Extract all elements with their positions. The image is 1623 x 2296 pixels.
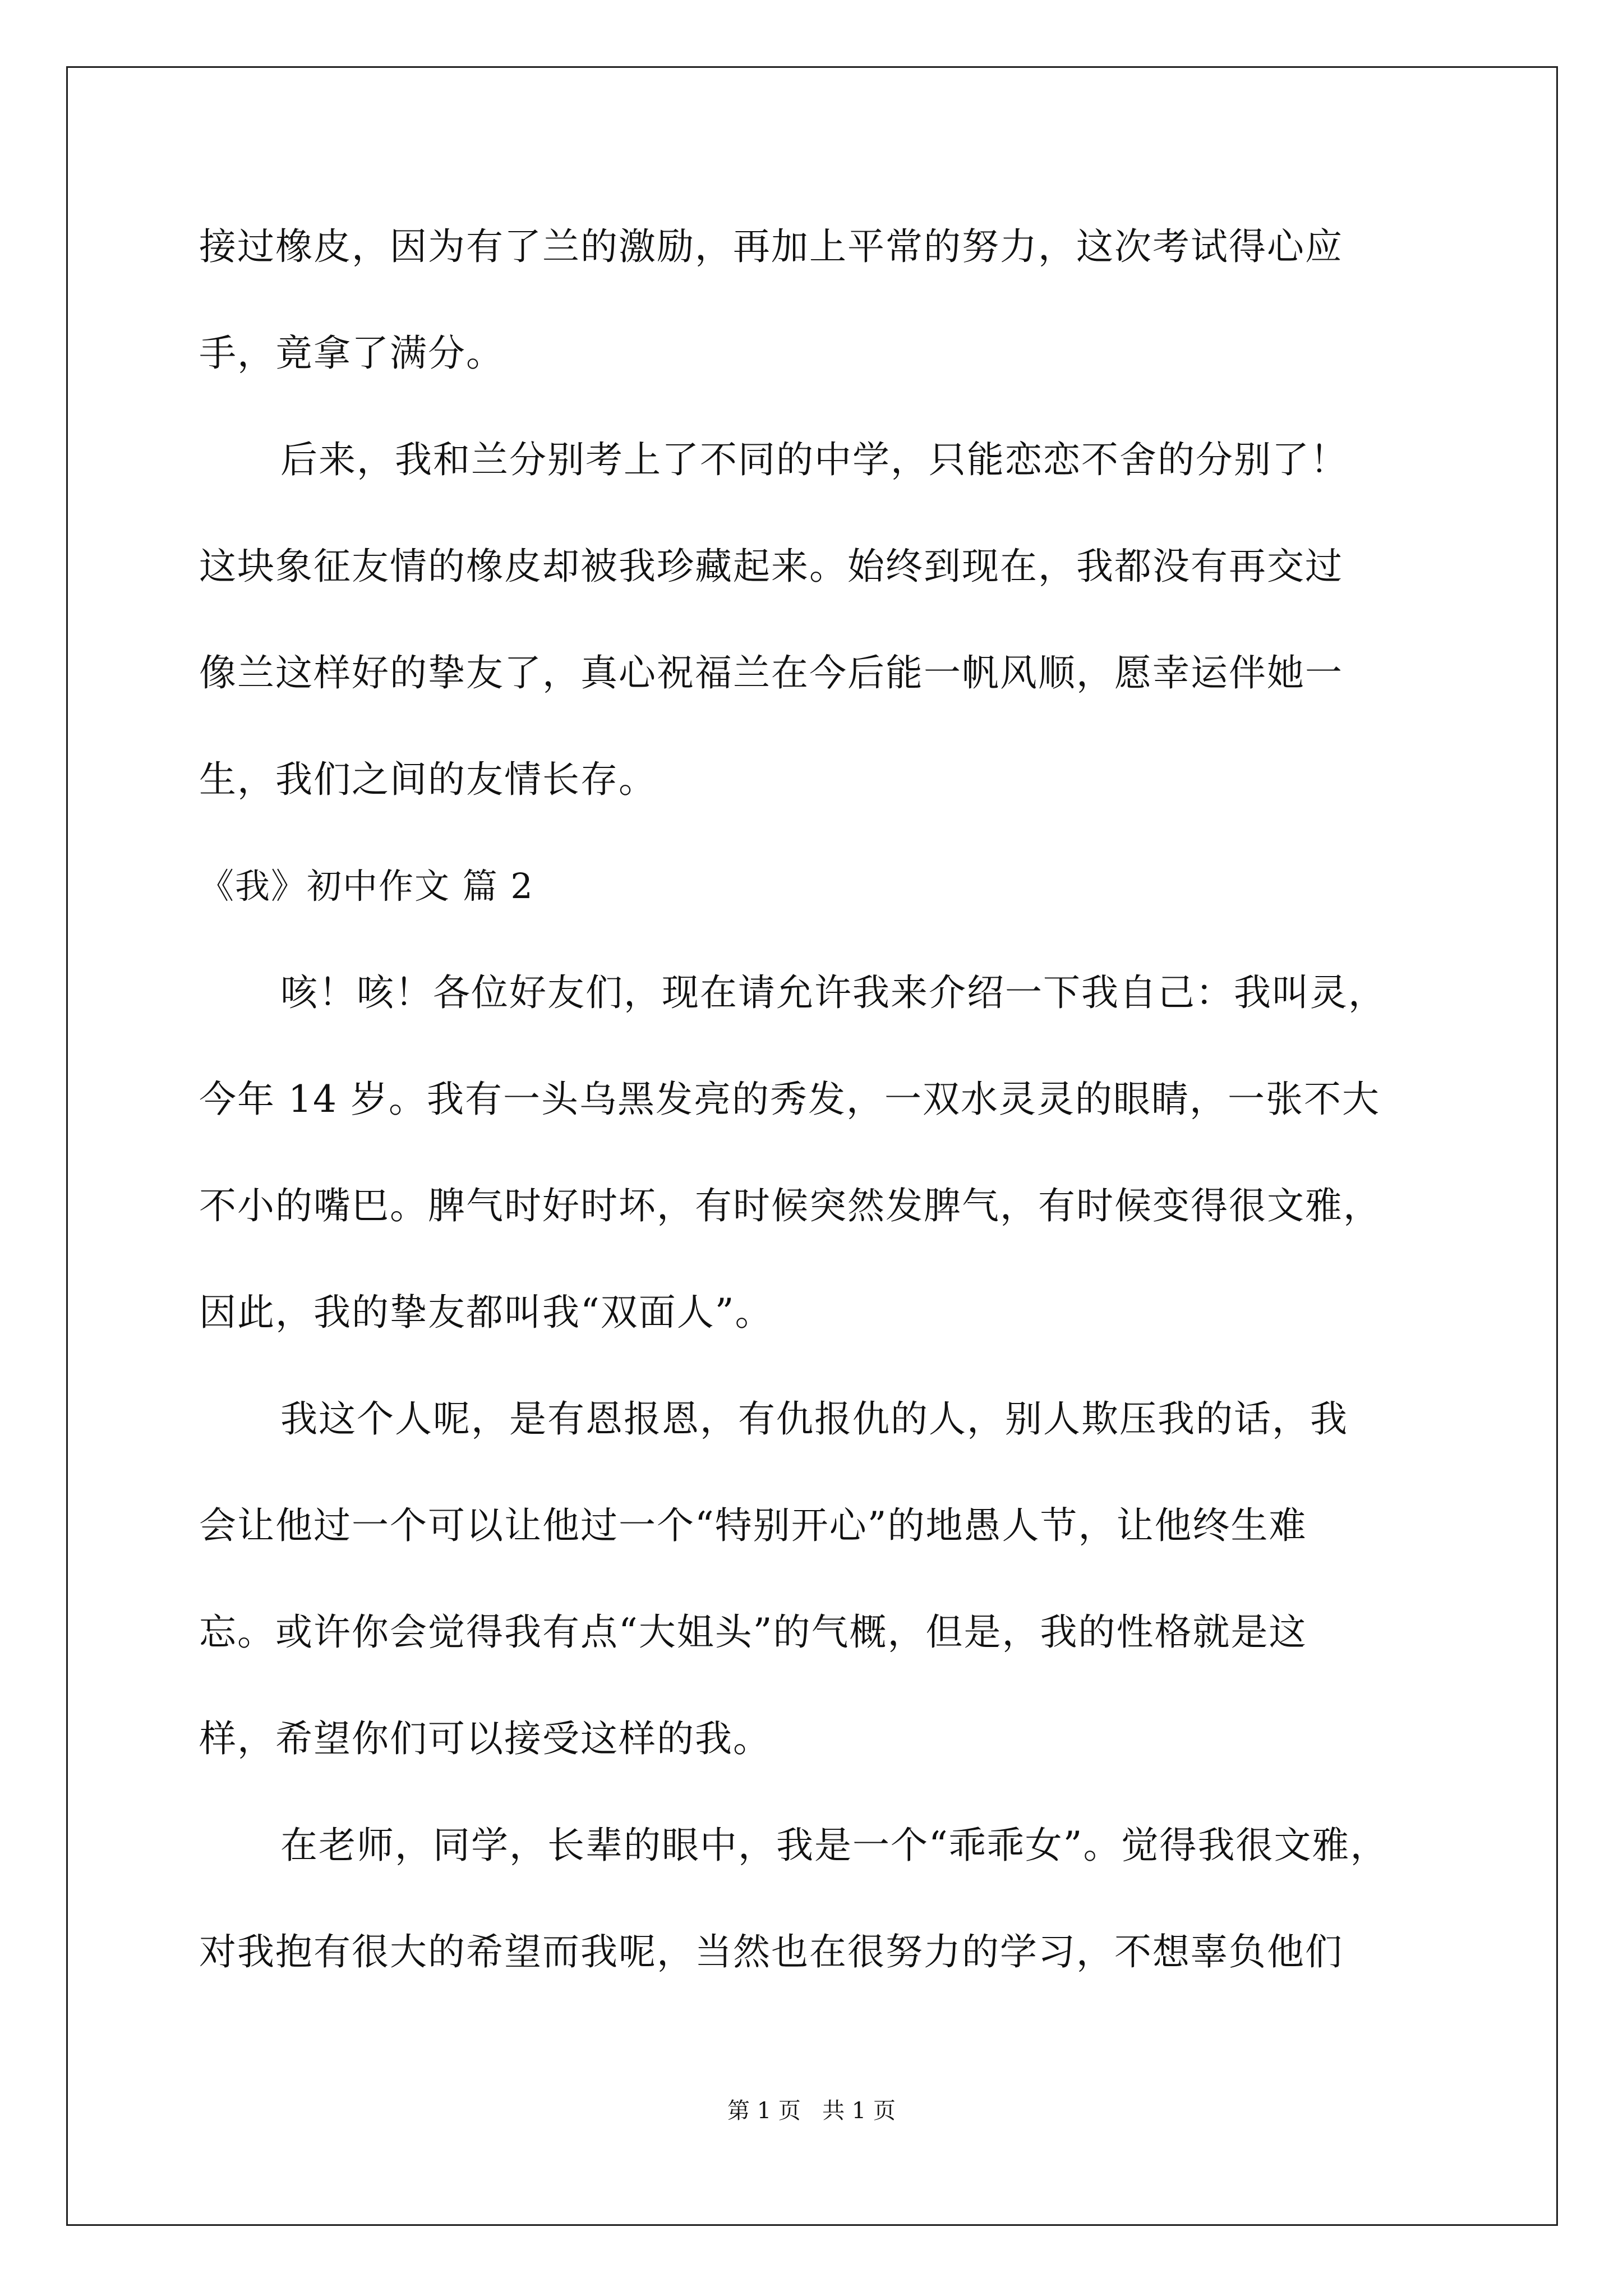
paragraph-3-line-2: 今年 14 岁。我有一头乌黑发亮的秀发，一双水灵灵的眼睛，一张不大: [199, 1078, 1380, 1121]
paragraph-4-line-2: 会让他过一个可以让他过一个“特别开心”的地愚人节，让他终生难: [199, 1504, 1307, 1547]
paragraph-3-line-4: 因此，我的挚友都叫我“双面人”。: [199, 1291, 773, 1334]
page-border: [66, 66, 1558, 2226]
paragraph-2-line-3: 像兰这样好的挚友了，真心祝福兰在今后能一帆风顺，愿幸运伴她一: [199, 651, 1343, 694]
paragraph-5-line-1: 在老师，同学，长辈的眼中，我是一个“乖乖女”。觉得我很文雅，: [280, 1824, 1389, 1867]
paragraph-3-line-1: 咳！咳！各位好友们，现在请允许我来介绍一下我自己：我叫灵，: [280, 971, 1386, 1014]
paragraph-2-line-4: 生，我们之间的友情长存。: [199, 758, 657, 801]
paragraph-1-line-2: 手，竟拿了满分。: [199, 332, 504, 375]
page-footer: 第 1 页 共 1 页: [727, 2098, 896, 2124]
section-heading: 《我》初中作文 篇 2: [199, 866, 534, 907]
paragraph-5-line-2: 对我抱有很大的希望而我呢，当然也在很努力的学习，不想辜负他们: [199, 1930, 1343, 1973]
paragraph-4-line-1: 我这个人呢，是有恩报恩，有仇报仇的人，别人欺压我的话，我: [280, 1397, 1348, 1441]
paragraph-2-line-2: 这块象征友情的橡皮却被我珍藏起来。始终到现在，我都没有再交过: [199, 545, 1343, 588]
paragraph-4-line-3: 忘。或许你会觉得我有点“大姐头”的气概，但是，我的性格就是这: [199, 1611, 1307, 1654]
paragraph-2-line-1: 后来，我和兰分别考上了不同的中学，只能恋恋不舍的分别了！: [280, 438, 1348, 481]
paragraph-1-line-1: 接过橡皮，因为有了兰的激励，再加上平常的努力，这次考试得心应: [199, 225, 1343, 268]
paragraph-3-line-3: 不小的嘴巴。脾气时好时坏，有时候突然发脾气，有时候变得很文雅，: [199, 1184, 1381, 1227]
paragraph-4-line-4: 样，希望你们可以接受这样的我。: [199, 1717, 771, 1760]
